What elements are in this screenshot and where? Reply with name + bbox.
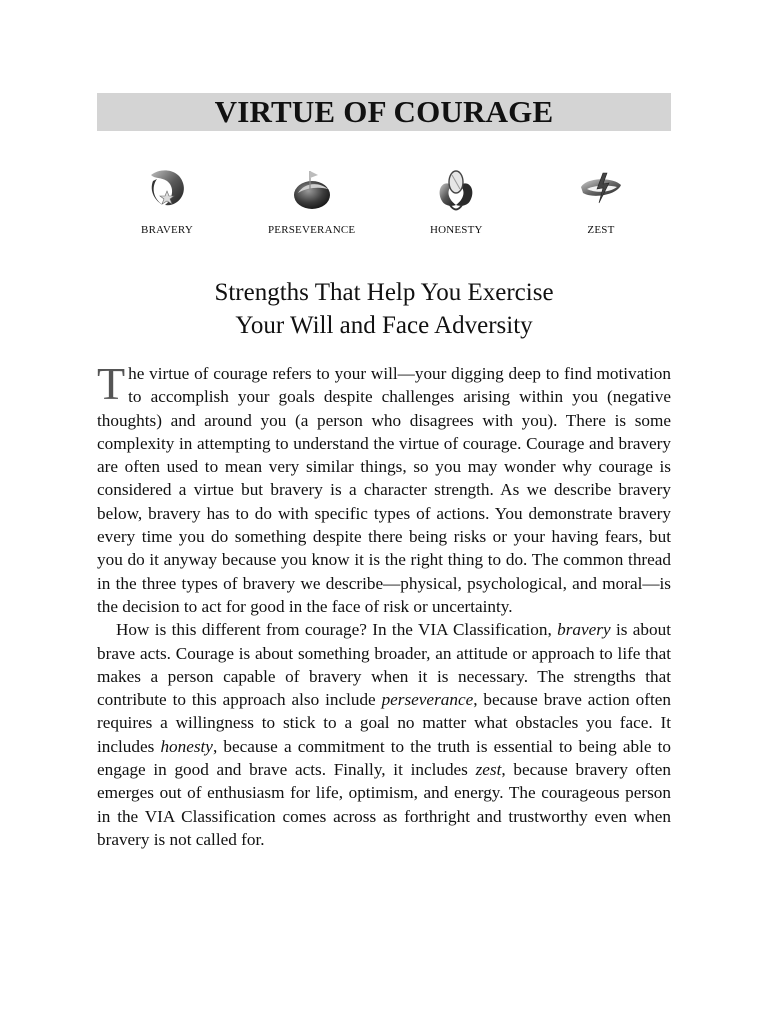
subtitle-line: Strengths That Help You Exercise bbox=[214, 279, 554, 306]
emphasis-honesty: honesty bbox=[160, 736, 213, 756]
emphasis-bravery: bravery bbox=[557, 620, 611, 640]
section-subtitle bbox=[97, 276, 671, 342]
paragraph-text: , because bravery often emerges out of enthusiasm for life, optimism, and energy. The courageous person in the VIA Classification comes across as forthright and trustworthy even when bravery is not called for. bbox=[97, 760, 671, 849]
strength-bravery bbox=[97, 165, 237, 236]
strength-label: PERSEVERANCE bbox=[267, 224, 356, 236]
emphasis-zest: zest bbox=[475, 760, 502, 780]
paragraph-text: How is this different from courage? In the VIA Classification, bbox=[116, 620, 558, 640]
bravery-icon bbox=[143, 165, 191, 215]
body-text bbox=[97, 358, 672, 851]
paragraph-intro bbox=[97, 358, 671, 618]
honesty-icon bbox=[432, 165, 480, 215]
strength-honesty bbox=[386, 165, 526, 236]
zest-icon bbox=[577, 165, 625, 215]
page bbox=[97, 93, 671, 851]
paragraph-text: , because a commitment to the truth is essential to being able to engage in good and brave acts. Finally, it includes bbox=[97, 736, 672, 780]
strengths-row bbox=[97, 165, 671, 236]
paragraph-text: is about brave acts. Courage is about something broader, an attitude or approach to life that makes a person capable of bravery when it is necessary. The strengths that contribute to this approach also include bbox=[97, 620, 671, 710]
strength-label: ZEST bbox=[587, 224, 615, 236]
paragraph-text: he virtue of courage refers to your will—your digging deep to find motivation to accomplish your goals despite challenges arising within you (negative thoughts) and around you (a person who disagrees with you). There is some complexity in attempting to understand the virtue of courage. Courage and bravery are often used to mean very similar things, so you may wonder why courage is considered a virtue but bravery is a character strength. As we describe bravery below, bravery has to do with specific types of actions. You demonstrate bravery every time you do something despite there being risks or your having fears, but you do it anyway because you know it is the right thing to do. The common thread in the three types of bravery we describe—physical, psychological, and moral—is the decision to act for good in the face of risk or uncertainty. bbox=[97, 364, 671, 616]
perseverance-icon bbox=[288, 165, 336, 215]
strength-label: HONESTY bbox=[429, 224, 483, 236]
strength-perseverance bbox=[242, 165, 382, 236]
paragraph-text: , because brave action often requires a willingness to stick to a goal no matter what obstacles you face. It includes bbox=[97, 690, 671, 756]
section-title: VIRTUE OF COURAGE bbox=[214, 94, 554, 129]
section-banner bbox=[97, 93, 671, 131]
emphasis-perseverance: perseverance bbox=[381, 690, 474, 710]
subtitle-line: Your Will and Face Adversity bbox=[235, 312, 533, 339]
paragraph-courage-vs-bravery bbox=[97, 618, 671, 851]
strength-zest bbox=[531, 165, 671, 236]
drop-cap: T bbox=[97, 358, 126, 409]
strength-label: BRAVERY bbox=[141, 224, 193, 236]
